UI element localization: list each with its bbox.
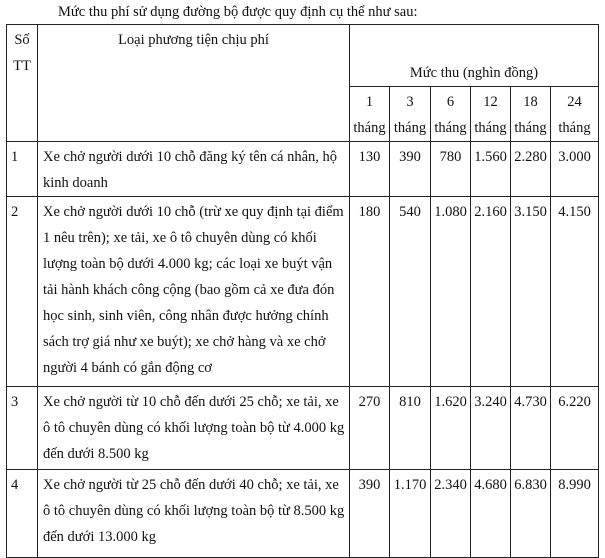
- row-number: 4: [7, 470, 38, 558]
- fee-value: 540: [390, 197, 431, 387]
- fee-value: 390: [390, 142, 431, 197]
- fee-value: 3.240: [471, 387, 511, 470]
- header-no: Số TT: [7, 25, 38, 142]
- vehicle-description: Xe chở người dưới 10 chỗ đăng ký tên cá nhân, hộ kinh doanh: [38, 142, 350, 197]
- vehicle-description: Xe chở người dưới 10 chỗ (trừ xe quy định tại điểm 1 nêu trên); xe tải, xe ô tô chuyên dùng có khối lượng toàn bộ dưới 4.000 kg; các loại xe buýt vận tải hành khách công cộng (bao gồm cả xe đưa đón học sinh, sinh viên, công nhân được hưởng chính sách trợ giá như xe buýt); xe chở hàng và xe chở người 4 bánh có gắn động cơ: [38, 197, 350, 387]
- fee-value: 4.680: [471, 470, 511, 558]
- period-unit: tháng: [353, 120, 386, 136]
- header-rate: Mức thu (nghìn đồng): [350, 25, 599, 87]
- row-number: 1: [7, 142, 38, 197]
- fee-value: 810: [390, 387, 431, 470]
- period-number: 6: [446, 94, 455, 110]
- period-unit: tháng: [434, 120, 467, 136]
- fee-value: 3.000: [551, 142, 599, 197]
- period-number: 24: [567, 94, 582, 110]
- fee-value: 6.830: [511, 470, 551, 558]
- header-period: [350, 87, 390, 142]
- fee-value: 270: [350, 387, 390, 470]
- period-unit: tháng: [393, 120, 427, 136]
- intro-text: Mức thu phí sử dụng đường bộ được quy định cụ thể như sau:: [58, 4, 418, 20]
- header-period: [431, 87, 471, 142]
- fee-value: 780: [431, 142, 471, 197]
- period-unit: tháng: [474, 120, 507, 136]
- fee-value: 390: [350, 470, 390, 558]
- period-number: 3: [406, 94, 414, 110]
- period-number: 1: [365, 94, 374, 110]
- header-period: [390, 87, 431, 142]
- fee-value: 6.220: [551, 387, 599, 470]
- table-row: [7, 470, 599, 558]
- header-period: [551, 87, 599, 142]
- fee-value: 2.280: [511, 142, 551, 197]
- table-row: [7, 142, 599, 197]
- row-number: 3: [7, 387, 38, 470]
- fee-value: 3.150: [511, 197, 551, 387]
- header-period: [471, 87, 511, 142]
- fee-value: 130: [350, 142, 390, 197]
- fee-value: 8.990: [551, 470, 599, 558]
- period-unit: tháng: [558, 120, 591, 136]
- row-number: 2: [7, 197, 38, 387]
- fee-value: 2.160: [471, 197, 511, 387]
- header-period: [511, 87, 551, 142]
- fee-table: [6, 24, 599, 558]
- fee-value: 4.730: [511, 387, 551, 470]
- fee-value: 1.170: [390, 470, 431, 558]
- period-number: 18: [523, 94, 538, 110]
- fee-value: 2.340: [431, 470, 471, 558]
- table-row: [7, 197, 599, 387]
- fee-value: 1.560: [471, 142, 511, 197]
- vehicle-description: Xe chở người từ 25 chỗ đến dưới 40 chỗ; xe tải, xe ô tô chuyên dùng có khối lượng toàn bộ từ 8.500 kg đến dưới 13.000 kg: [38, 470, 350, 558]
- vehicle-description: Xe chở người từ 10 chỗ đến dưới 25 chỗ; xe tải, xe ô tô chuyên dùng có khối lượng toàn bộ từ 4.000 kg đến dưới 8.500 kg: [38, 387, 350, 470]
- period-number: 12: [483, 94, 498, 110]
- fee-value: 1.080: [431, 197, 471, 387]
- period-unit: tháng: [514, 120, 547, 136]
- fee-value: 4.150: [551, 197, 599, 387]
- header-vehicle-type: Loại phương tiện chịu phí: [38, 25, 350, 142]
- fee-value: 1.620: [431, 387, 471, 470]
- fee-value: 180: [350, 197, 390, 387]
- table-row: [7, 387, 599, 470]
